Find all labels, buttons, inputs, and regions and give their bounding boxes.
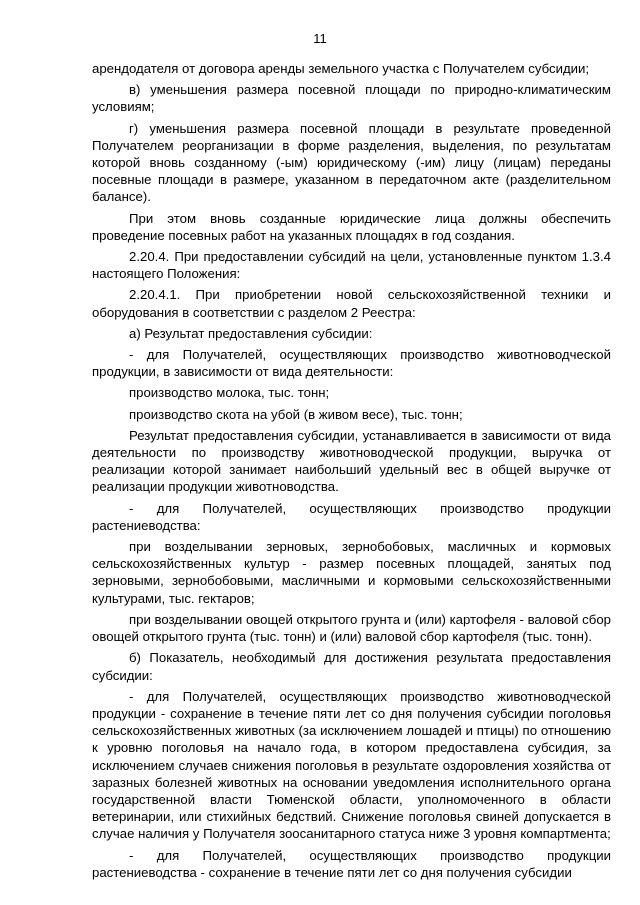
paragraph: 2.20.4. При предоставлении субсидий на цели, установленные пунктом 1.3.4 настоящего Положения: (92, 249, 611, 282)
document-body (92, 60, 611, 885)
paragraph: производство молока, тыс. тонн; (129, 385, 330, 401)
paragraph: - для Получателей, осуществляющих производство продукции растениеводства - сохранение в течение пяти лет со дня получения субсидии (92, 847, 611, 880)
paragraph: в) уменьшения размера посевной площади по природно-климатическим условиям; (92, 82, 611, 115)
paragraph: При этом вновь созданные юридические лица должны обеспечить проведение посевных работ на указанных площадях в год создания. (92, 210, 611, 243)
paragraph: 2.20.4.1. При приобретении новой сельскохозяйственной техники и оборудования в соответствии с разделом 2 Реестра: (92, 287, 611, 320)
page-number: 11 (313, 31, 327, 46)
paragraph: при возделывании зерновых, зернобобовых, масличных и кормовых сельскохозяйственных культур - размер посевных площадей, занятых под зерновыми, зернобобовыми, масличными и кормовыми сельскохозяйственными культурами, тыс. гектаров; (92, 539, 611, 606)
paragraph: - для Получателей, осуществляющих производство животноводческой продукции, в зависимости от вида деятельности: (92, 347, 611, 380)
paragraph: б) Показатель, необходимый для достижения результата предоставления субсидии: (92, 650, 611, 683)
paragraph: при возделывании овощей открытого грунта и (или) картофеля - валовой сбор овощей открытого грунта (тыс. тонн) и (или) валовой сбор картофеля (тыс. тонн). (92, 611, 611, 645)
paragraph: - для Получателей, осуществляющих производство животноводческой продукции - сохранение в течение пяти лет со дня получения субсидии поголовья сельскохозяйственных животных (за исключением лошадей и птицы) по отношению к уровню поголовья на начало года, в котором предоставлена субсидия, за исключением случаев снижения поголовья в результате оздоровления хозяйства от заразных болезней животных на основании уведомления исполнительного органа государственной власти Тюменской области, уполномоченного в области ветеринарии, или стихийных бедствий. Снижение поголовья свиней допускается в случае наличия у Получателя зоосанитарного статуса ниже 3 уровня компартмента; (92, 688, 611, 842)
paragraph: Результат предоставления субсидии, устанавливается в зависимости от вида деятельности по производству животноводческой продукции, выручка от реализации которой занимает наибольший удельный вес в общей выручке от реализации продукции животноводства. (92, 427, 611, 495)
paragraph: арендодателя от договора аренды земельного участка с Получателем субсидии; (92, 61, 590, 76)
paragraph: г) уменьшения размера посевной площади в результате проведенной Получателем реорганизации в форме разделения, выделения, по результатам которой вновь созданному (-ым) юридическому (-им) лицу (лицам) переданы посевные площади в размере, указанном в передаточном акте (разделительном балансе). (92, 120, 611, 205)
paragraph: а) Результат предоставления субсидии: (129, 325, 373, 341)
paragraph: - для Получателей, осуществляющих производство продукции растениеводства: (92, 500, 611, 533)
paragraph: производство скота на убой (в живом весе), тыс. тонн; (129, 406, 463, 422)
